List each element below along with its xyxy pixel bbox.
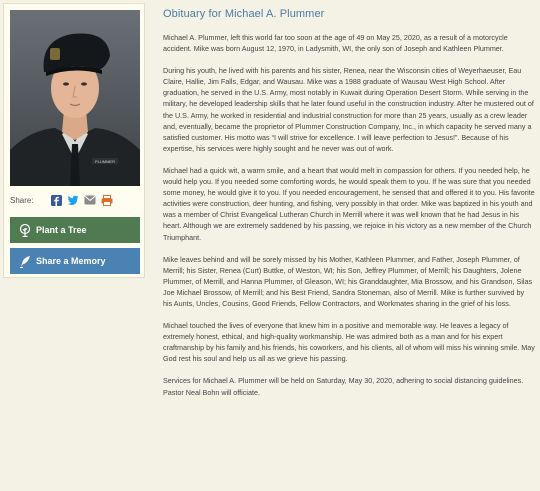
share-a-memory-label: Share a Memory <box>36 256 106 266</box>
obituary-content <box>163 8 535 409</box>
share-label: Share: <box>10 195 34 205</box>
obituary-paragraph: During his youth, he lived with his parents and his sister, Renea, near the Wisconsin cities of Weyerhaeuser, Eau Claire, Hallie, Jim Falls, Edgar, and Wausau. Mike was a 1988 graduate of Wausau West High School. After graduation, he served in the U.S. Army, most notably in Kuwait during Operation Desert Storm. While serving in the military, he developed leadership skills that he later found useful in the construction industry. After he mustered out of the U.S. Army, he worked in residential and industrial construction for more than 25 years, usually as a crew leader and, eventually, became the proprietor of Plummer Construction Company, Inc., in which capacity he served many a satisfied customer. His motto was “I will strive for excellence. I will leave perfection to Jesus!”. Because of his expertise, his services were highly sought and he never was out of work. <box>163 66 534 153</box>
sidebar-card <box>3 3 145 278</box>
obituary-title: Obituary for Michael A. Plummer <box>163 8 325 20</box>
obituary-paragraph: Michael touched the lives of everyone that knew him in a positive and memorable way. He leaves a legacy of extremely honest, ethical, and high-quality workmanship. He was admired both as a man and for his expert craftmanship by his family and his friends, his coworkers, and his clients, all of whom will miss his winning smile. May God rest his soul and help us all as we grieve his passing. <box>163 321 535 364</box>
obituary-paragraph: Michael had a quick wit, a warm smile, and a heart that would melt in compassion for others. If you needed help, he would help you. If you needed some comforting words, he would speak them to you. If he was sure that you needed some money, he would give it to you. If you needed encouragement, he sensed that and offered it to you. His favorite activities were construction, deer hunting, and fishing, very possibly in that order. Mike was baptized in his youth and was a member of Christ Evangelical Lutheran Church in Merrill where it was well known that he had Jesus in his heart. Although we are extremely saddened by his passing, we rejoice in his victory as a new member of the Church Triumphant. <box>163 165 535 242</box>
facebook-icon[interactable] <box>50 194 62 206</box>
obituary-paragraph: Services for Michael A. Plummer will be held on Saturday, May 30, 2020, adhering to social distancing guidelines. Pastor Neal Bohn will officiate. <box>163 376 524 397</box>
portrait-image <box>10 10 140 186</box>
obituary-paragraph: Mike leaves behind and will be sorely missed by his Mother, Kathleen Plummer, and Father, Joseph Plummer, of Merrill; his Sister, Renea (Curt) Buttke, of Weston, WI; his Son, Jeffrey Plummer, of Merrill; his Daughters, Jolene Plummer, of Merrill, and Hanna Plummer, of Gleason, WI; his Granddaughter, Mia Brossow, and his Grandson, Silas Joe Michael Brossow, of Merrill; and his Best Friend, Sandra Stoneman, also of Merrill. Mike is further survived by his Aunts, Uncles, Cousins, Good Friends, Fellow Contractors, and Workmates sharing in the grief of his loss. <box>163 254 533 308</box>
plant-a-tree-label: Plant a Tree <box>36 225 87 235</box>
email-icon[interactable] <box>84 194 96 206</box>
obituary-paragraph: Michael A. Plummer, left this world far too soon at the age of 49 on May 25, 2020, as a result of a motorcycle accident. Mike was born August 12, 1970, in Ladysmith, WI, the only son of Joseph and Kathleen Plummer. <box>163 33 508 54</box>
share-a-memory-button[interactable] <box>10 248 140 274</box>
plant-a-tree-button[interactable] <box>10 217 140 243</box>
twitter-icon[interactable] <box>67 194 79 206</box>
name-tag-text: PLUMMER <box>94 159 116 164</box>
share-row <box>10 192 140 208</box>
tree-icon <box>14 224 36 237</box>
portrait-photo <box>10 10 140 186</box>
quill-icon <box>14 255 36 268</box>
print-icon[interactable] <box>101 194 113 206</box>
